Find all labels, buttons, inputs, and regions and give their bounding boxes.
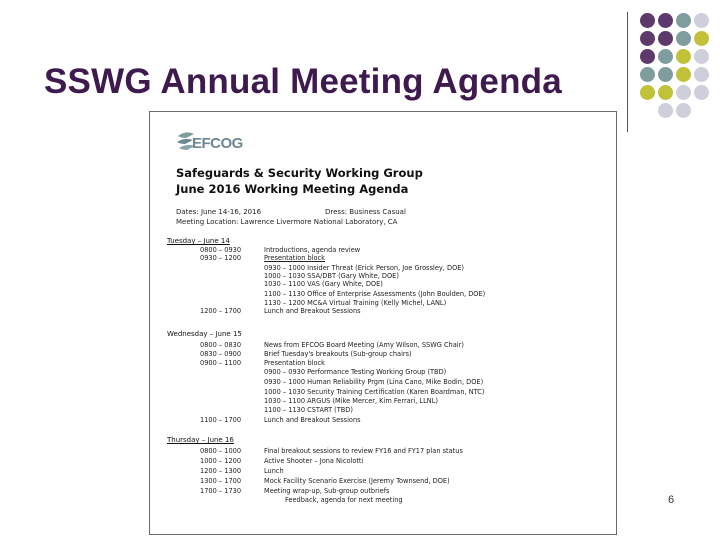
decor-dot bbox=[694, 31, 709, 46]
logo-wordmark: EFCOG bbox=[192, 135, 243, 152]
agenda-item: 1100 – 1130 Office of Enterprise Assessments (John Boulden, DOE) bbox=[264, 290, 486, 298]
agenda-time: 0830 – 0900 bbox=[200, 350, 242, 358]
decor-dot bbox=[694, 49, 709, 64]
decor-dot bbox=[640, 31, 655, 46]
day-heading-tuesday: Tuesday – June 14 bbox=[167, 237, 230, 245]
agenda-time: 1200 – 1300 bbox=[200, 467, 242, 475]
agenda-time: 0800 – 0830 bbox=[200, 341, 242, 349]
day-heading-thursday: Thursday – June 16 bbox=[167, 436, 234, 444]
title-divider bbox=[627, 12, 628, 132]
agenda-time: 0900 – 1100 bbox=[200, 359, 242, 367]
decor-dot bbox=[676, 67, 691, 82]
agenda-item: News from EFCOG Board Meeting (Amy Wilson, SSWG Chair) bbox=[264, 341, 464, 349]
agenda-document-image bbox=[149, 111, 617, 535]
agenda-item: 1100 – 1130 CSTART (TBD) bbox=[264, 406, 353, 414]
agenda-time: 0930 – 1200 bbox=[200, 254, 242, 262]
agenda-time: 1000 – 1200 bbox=[200, 457, 242, 465]
decor-dot bbox=[658, 49, 673, 64]
agenda-item: Final breakout sessions to review FY16 and FY17 plan status bbox=[264, 447, 463, 455]
agenda-item: Lunch bbox=[264, 467, 284, 475]
doc-dates: Dates: June 14-16, 2016 bbox=[176, 208, 262, 216]
decor-dot bbox=[676, 49, 691, 64]
agenda-time: 0800 – 1000 bbox=[200, 447, 242, 455]
agenda-item: Presentation block bbox=[264, 254, 326, 262]
agenda-item: 1130 – 1200 MC&A Virtual Training (Kelly Michel, LANL) bbox=[264, 299, 447, 307]
agenda-time: 1700 – 1730 bbox=[200, 487, 242, 495]
slide-title: SSWG Annual Meeting Agenda bbox=[44, 62, 562, 101]
agenda-item: Lunch and Breakout Sessions bbox=[264, 416, 361, 424]
decor-dot bbox=[640, 49, 655, 64]
decor-dot bbox=[658, 13, 673, 28]
agenda-item: Active Shooter – Jona Nicolotti bbox=[264, 457, 364, 465]
agenda-item: Brief Tuesday's breakouts (Sub-group chairs) bbox=[264, 350, 412, 358]
decor-dot bbox=[640, 85, 655, 100]
decor-dot bbox=[640, 13, 655, 28]
doc-heading-2: June 2016 Working Meeting Agenda bbox=[176, 182, 409, 196]
agenda-time: 1300 – 1700 bbox=[200, 477, 242, 485]
decor-dot bbox=[676, 13, 691, 28]
decor-dot bbox=[694, 13, 709, 28]
page-number: 6 bbox=[668, 494, 675, 506]
agenda-item: 0930 – 1000 Human Reliability Prgm (Lina Cano, Mike Bodin, DOE) bbox=[264, 378, 484, 386]
agenda-item: 0930 – 1000 Insider Threat (Erick Person, Joe Grossley, DOE) bbox=[264, 264, 465, 272]
agenda-item: Lunch and Breakout Sessions bbox=[264, 307, 361, 315]
agenda-item: 1000 – 1030 SSA/DBT (Gary White, DOE) bbox=[264, 272, 399, 280]
decor-dot bbox=[676, 103, 691, 118]
doc-location: Meeting Location: Lawrence Livermore National Laboratory, CA bbox=[176, 218, 398, 226]
agenda-time: 1200 – 1700 bbox=[200, 307, 242, 315]
agenda-item: Presentation block bbox=[264, 359, 326, 367]
decor-dot bbox=[658, 67, 673, 82]
decor-dot bbox=[694, 67, 709, 82]
agenda-item: Mock Facility Scenario Exercise (Jeremy Townsend, DOE) bbox=[264, 477, 450, 485]
day-heading-wednesday: Wednesday – June 15 bbox=[167, 330, 242, 338]
decorative-dot-grid bbox=[639, 12, 719, 132]
agenda-item: Meeting wrap-up, Sub-group outbriefs bbox=[264, 487, 390, 495]
agenda-item: Feedback, agenda for next meeting bbox=[285, 496, 403, 504]
decor-dot bbox=[694, 85, 709, 100]
decor-dot bbox=[640, 67, 655, 82]
agenda-time: 1100 – 1700 bbox=[200, 416, 242, 424]
agenda-item: 0900 – 0930 Performance Testing Working Group (TBD) bbox=[264, 368, 447, 376]
agenda-item: 1030 – 1100 ARGUS (Mike Mercer, Kim Ferrari, LLNL) bbox=[264, 397, 438, 405]
agenda-item: 1030 – 1100 VAS (Gary White, DOE) bbox=[264, 280, 383, 288]
doc-heading-1: Safeguards & Security Working Group bbox=[176, 166, 423, 180]
decor-dot bbox=[676, 31, 691, 46]
efcog-logo bbox=[176, 130, 243, 160]
agenda-time: 0800 – 0930 bbox=[200, 246, 242, 254]
doc-dress: Dress: Business Casual bbox=[325, 208, 406, 216]
decor-dot bbox=[658, 85, 673, 100]
agenda-item: 1000 – 1030 Security Training Certification (Karen Boardman, NTC) bbox=[264, 388, 485, 396]
decor-dot bbox=[658, 31, 673, 46]
agenda-item: Introductions, agenda review bbox=[264, 246, 361, 254]
decor-dot bbox=[658, 103, 673, 118]
decor-dot bbox=[676, 85, 691, 100]
